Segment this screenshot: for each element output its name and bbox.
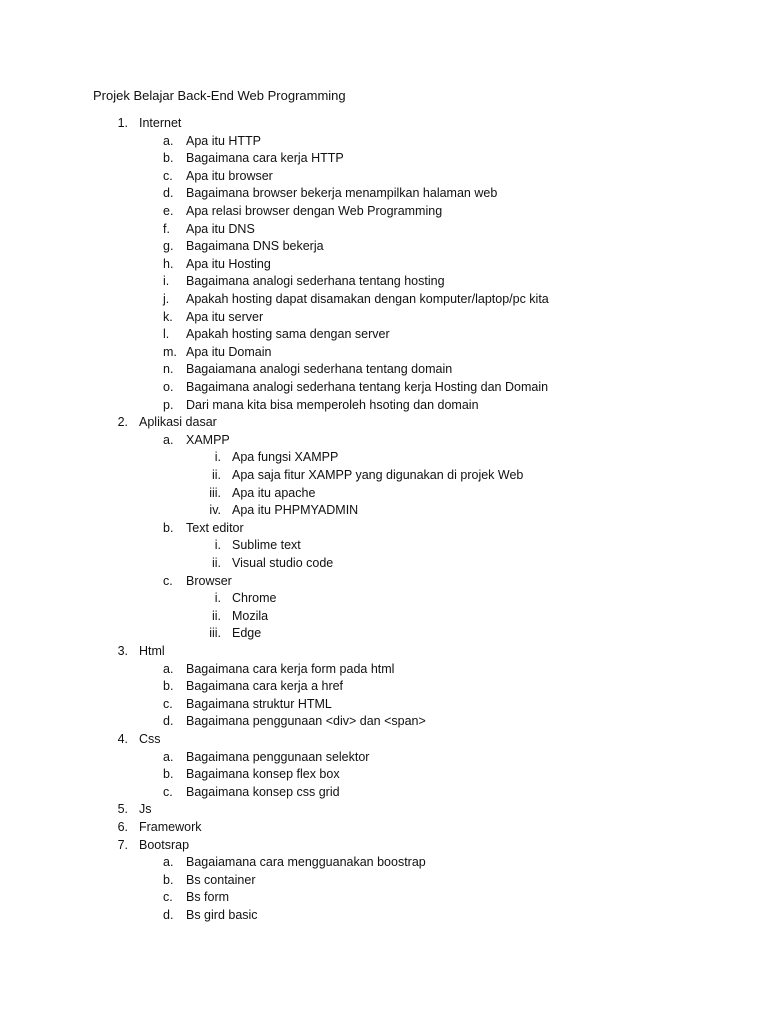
outline-item-marker: b. — [163, 767, 174, 782]
outline-item-label: Visual studio code — [232, 556, 334, 570]
outline-item-label: Apa saja fitur XAMPP yang digunakan di projek Web — [232, 468, 524, 482]
outline-item-marker: c. — [163, 890, 173, 905]
outline-item-label: Bagaimana penggunaan <div> dan <span> — [186, 714, 426, 729]
outline-item-marker: d. — [163, 908, 174, 922]
outline-item-marker: ii. — [211, 556, 221, 570]
outline-item-marker: e. — [163, 204, 174, 218]
outline-item-label: Apa itu DNS — [186, 221, 255, 236]
outline-item-marker: h. — [163, 256, 174, 271]
outline-item-label: Apa fungsi XAMPP — [232, 450, 339, 465]
outline-item-label: Sublime text — [232, 538, 301, 553]
outline-item-marker: a. — [163, 855, 174, 870]
outline-item-label: Bagaimana browser bekerja menampilkan halaman web — [186, 186, 498, 201]
outline-item-marker: j. — [163, 292, 170, 306]
outline-item-marker: k. — [163, 309, 173, 324]
outline-item-marker: 4. — [117, 732, 128, 746]
outline-item-marker: b. — [163, 679, 174, 694]
outline-item-marker: a. — [163, 661, 174, 676]
outline-item-label: Bagaiamana analogi sederhana tentang domain — [186, 362, 453, 377]
outline-item-marker: c. — [163, 696, 173, 711]
outline-item-marker: 1. — [117, 116, 128, 130]
outline-item-label: Bs gird basic — [186, 908, 258, 922]
outline-item-label: Apa itu server — [186, 309, 264, 324]
outline-item-marker: c. — [163, 573, 173, 588]
outline-item-label: Framework — [139, 820, 202, 834]
outline-item-label: XAMPP — [186, 432, 230, 447]
outline-item-marker: a. — [163, 749, 174, 764]
outline-item-marker: l. — [163, 327, 170, 342]
outline-item-marker: ii. — [211, 608, 221, 623]
outline-item-marker: 3. — [117, 644, 128, 658]
outline-item-marker: b. — [163, 520, 174, 535]
outline-item-marker: p. — [163, 397, 174, 412]
outline-item-marker: i. — [214, 591, 221, 606]
outline-item-label: Html — [139, 644, 165, 658]
outline-item-marker: b. — [163, 872, 174, 887]
outline-item-label: Dari mana kita bisa memperoleh hsoting dan domain — [186, 397, 479, 412]
outline-item-label: Apa itu apache — [232, 485, 316, 500]
outline-item-marker: iii. — [209, 626, 221, 641]
outline-item-marker: i. — [214, 538, 221, 553]
outline-item-marker: 7. — [117, 837, 128, 852]
outline-item-marker: 5. — [117, 802, 128, 817]
outline-item-marker: o. — [163, 380, 174, 394]
outline-item-marker: b. — [163, 151, 174, 166]
outline-item-marker: c. — [163, 784, 173, 799]
outline-item-label: Bagaimana DNS bekerja — [186, 239, 324, 254]
outline-item-marker: g. — [163, 239, 174, 254]
outline-item-label: Apakah hosting sama dengan server — [186, 327, 390, 342]
outline-item-label: Bs form — [186, 890, 230, 905]
outline-item-label: Bagaimana struktur HTML — [186, 696, 332, 711]
outline-item-marker: d. — [163, 714, 174, 729]
outline-item-label: Internet — [139, 116, 182, 130]
outline-item-label: Bagaimana analogi sederhana tentang kerja Hosting dan Domain — [186, 380, 549, 394]
outline-item-label: Bootsrap — [139, 837, 190, 852]
outline-item-marker: m. — [163, 344, 177, 359]
outline-item-label: Apa itu Hosting — [186, 256, 271, 271]
outline-item-label: Apakah hosting dapat disamakan dengan komputer/laptop/pc kita — [186, 292, 549, 306]
outline-item-label: Apa itu HTTP — [186, 133, 262, 148]
outline-item-marker: ii. — [211, 468, 221, 482]
outline-item-label: Bagaimana cara kerja form pada html — [186, 661, 395, 676]
outline-item-label: Bagaiamana cara mengguanakan boostrap — [186, 855, 426, 870]
outline-item-marker: 6. — [117, 820, 128, 834]
outline-item-marker: a. — [163, 432, 174, 447]
outline-item-marker: iii. — [209, 485, 221, 500]
outline-item-label: Bagaimana cara kerja a href — [186, 679, 344, 694]
outline-item-label: Js — [139, 802, 152, 817]
outline-item-marker: d. — [163, 186, 174, 201]
outline-item-label: Bs container — [186, 872, 256, 887]
outline-item-label: Apa itu PHPMYADMIN — [232, 503, 359, 518]
outline-item-label: Browser — [186, 573, 232, 588]
outline-item-label: Edge — [232, 626, 262, 641]
outline-item-label: Apa relasi browser dengan Web Programming — [186, 204, 443, 218]
outline-item-label: Bagaimana cara kerja HTTP — [186, 151, 344, 166]
outline-item-label: Bagaimana penggunaan selektor — [186, 749, 370, 764]
outline-item-label: Apa itu Domain — [186, 344, 272, 359]
outline-item-marker: 2. — [117, 415, 128, 430]
outline-item-marker: iv. — [209, 503, 221, 518]
outline-item-label: Bagaimana konsep css grid — [186, 784, 340, 799]
outline-item-marker: c. — [163, 168, 173, 183]
outline-item-label: Aplikasi dasar — [139, 415, 217, 430]
outline-item-marker: i. — [163, 274, 170, 289]
outline-item-label: Bagaimana analogi sederhana tentang hosting — [186, 274, 445, 289]
outline-item-marker: a. — [163, 133, 174, 148]
outline-item-label: Apa itu browser — [186, 168, 273, 183]
outline-item-marker: f. — [163, 221, 170, 236]
outline-item-label: Css — [139, 732, 161, 746]
outline-item-marker: n. — [163, 362, 174, 377]
outline-item-marker: i. — [214, 450, 221, 465]
document-title: Projek Belajar Back-End Web Programming — [93, 88, 346, 103]
outline-item-label: Mozila — [232, 608, 269, 623]
outline-item-label: Text editor — [186, 520, 244, 535]
outline-item-label: Bagaimana konsep flex box — [186, 767, 340, 782]
outline-item-label: Chrome — [232, 591, 277, 606]
